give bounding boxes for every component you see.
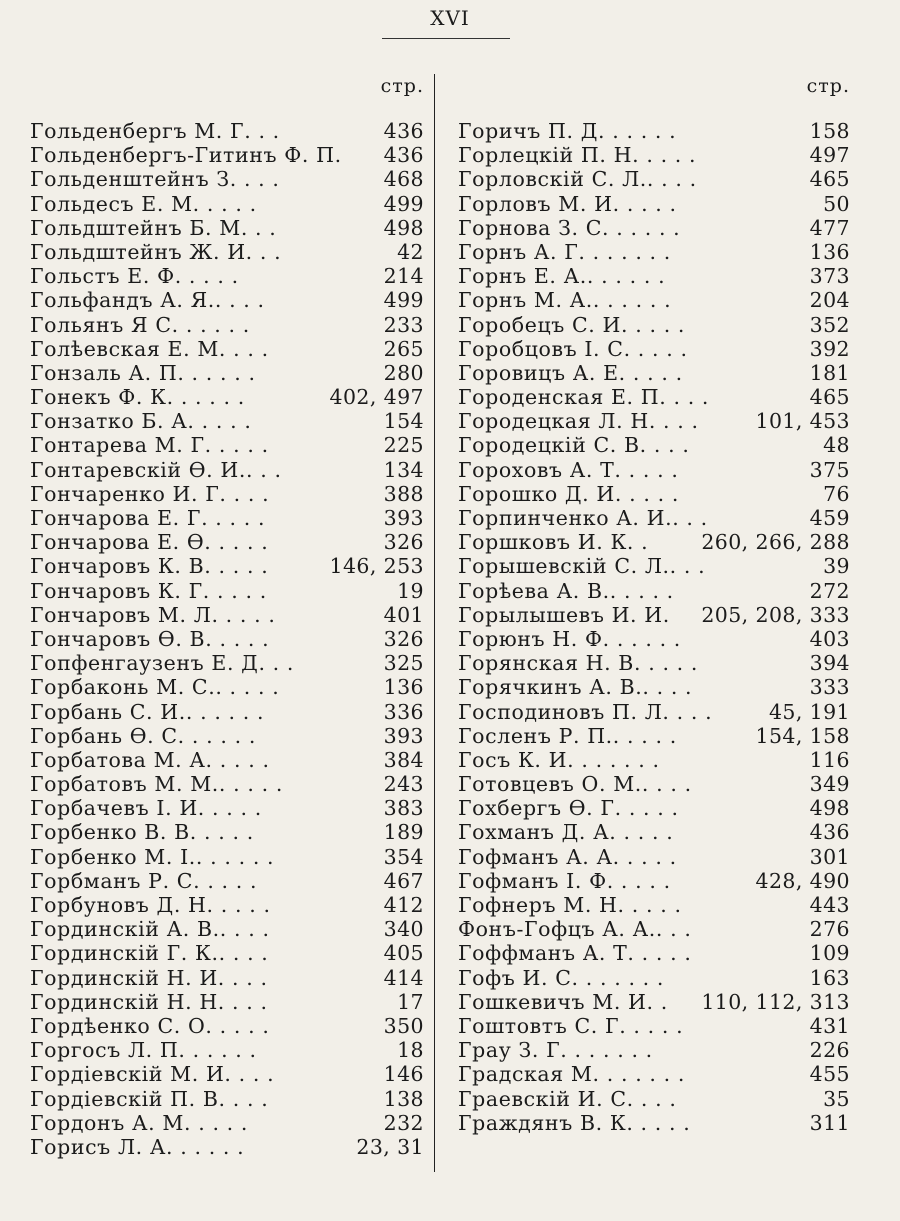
entry-pages: 401 xyxy=(383,602,424,627)
index-entry xyxy=(458,458,850,482)
entry-name: Горбаконь М. С.. . . . . xyxy=(30,675,280,700)
entry-pages: 412 xyxy=(383,893,424,917)
entry-name: Горнова З. С. . . . . . xyxy=(458,215,681,240)
entry-pages: 18 xyxy=(397,1038,424,1063)
entry-name: Горылышевъ И. И. xyxy=(458,602,670,627)
entry-pages: 393 xyxy=(383,723,424,748)
entry-pages: 499 xyxy=(383,191,424,216)
index-entry xyxy=(458,216,850,240)
entry-pages: 443 xyxy=(809,893,850,917)
index-entry xyxy=(458,313,850,337)
entry-name: Горлецкій П. Н. . . . . xyxy=(458,143,697,168)
index-entry xyxy=(30,313,424,337)
index-entry xyxy=(30,216,424,240)
entry-pages: 232 xyxy=(383,1110,424,1135)
entry-pages: 436 xyxy=(383,119,424,143)
entry-name: Горловскій С. Л.. . . . xyxy=(458,167,697,192)
entry-pages: 497 xyxy=(809,143,850,168)
entry-pages: 388 xyxy=(383,481,424,506)
entry-pages: 35 xyxy=(823,1086,850,1111)
entry-pages: 48 xyxy=(823,433,850,458)
entry-name: Гонтарева М. Г. . . . . xyxy=(30,433,269,458)
index-entry xyxy=(30,1014,424,1038)
index-entry xyxy=(458,845,850,869)
entry-pages: 138 xyxy=(383,1086,424,1111)
entry-name: Гордіевскій М. И. . . . xyxy=(30,1062,275,1087)
entry-name: Горовицъ А. Е. . . . . xyxy=(458,360,683,385)
entry-pages: 205, 208, 333 xyxy=(701,602,850,627)
entry-name: Городецкая Л. Н. . . . xyxy=(458,409,699,434)
index-entry xyxy=(30,167,424,191)
index-entry xyxy=(30,458,424,482)
index-entry xyxy=(30,579,424,603)
index-entry xyxy=(30,917,424,941)
entry-pages: 136 xyxy=(809,239,850,264)
entry-pages: 499 xyxy=(383,288,424,313)
entry-pages: 349 xyxy=(809,772,850,797)
entry-pages: 498 xyxy=(809,796,850,821)
index-entry xyxy=(458,264,850,288)
entry-name: Гончаренко И. Г. . . . xyxy=(30,481,270,506)
entry-pages: 110, 112, 313 xyxy=(701,989,850,1014)
entry-name: Гординскій Н. И. . . . xyxy=(30,965,268,990)
index-entry xyxy=(30,748,424,772)
entry-pages: 436 xyxy=(809,820,850,845)
entry-pages: 373 xyxy=(809,264,850,289)
entry-name: Гончаровъ М. Л. . . . . xyxy=(30,602,276,627)
entry-pages: 189 xyxy=(383,820,424,845)
entry-name: Гординскій Г. К.. . . . xyxy=(30,941,269,966)
entry-pages: 23, 31 xyxy=(356,1134,424,1159)
entry-name: Гофнеръ М. Н. . . . . xyxy=(458,893,682,917)
left-entries xyxy=(30,119,424,1159)
entry-pages: 498 xyxy=(383,215,424,240)
index-entry xyxy=(458,627,850,651)
index-entry xyxy=(30,506,424,530)
entry-name: Горисъ Л. А. . . . . . xyxy=(30,1134,245,1159)
index-entry xyxy=(30,1087,424,1111)
index-entry xyxy=(458,675,850,699)
index-entry xyxy=(30,966,424,990)
entry-name: Горпинченко А. И.. . . xyxy=(458,506,708,530)
index-entry xyxy=(30,192,424,216)
entry-name: Гордіевскій П. В. . . . xyxy=(30,1086,269,1111)
entry-name: Гофманъ І. Ф. . . . . xyxy=(458,868,671,893)
entry-pages: 214 xyxy=(383,264,424,289)
index-entry xyxy=(458,603,850,627)
entry-name: Гольденбергъ М. Г. . . xyxy=(30,119,280,143)
entry-pages: 233 xyxy=(383,312,424,337)
header-rule xyxy=(382,38,510,39)
entry-name: Гончаровъ К. В. . . . . xyxy=(30,554,269,579)
entry-name: Фонъ-Гофцъ А. А.. . . xyxy=(458,917,692,942)
entry-name: Госъ К. И. . . . . . . xyxy=(458,747,660,772)
entry-name: Гординскій Н. Н. . . . xyxy=(30,989,268,1014)
entry-name: Гольфандъ А. Я.. . . . xyxy=(30,288,265,313)
entry-name: Гончарова Е. Г. . . . . xyxy=(30,506,266,530)
index-entry xyxy=(458,506,850,530)
entry-pages: 226 xyxy=(809,1038,850,1063)
entry-pages: 134 xyxy=(383,457,424,482)
entry-name: Горбачевъ І. И. . . . . xyxy=(30,796,262,821)
index-entry xyxy=(30,603,424,627)
index-entry xyxy=(30,700,424,724)
entry-pages: 403 xyxy=(809,626,850,651)
entry-name: Горбатовъ М. М.. . . . . xyxy=(30,772,283,797)
index-entry xyxy=(30,482,424,506)
entry-pages: 272 xyxy=(809,578,850,603)
entry-name: Горшковъ И. К. . xyxy=(458,530,649,555)
entry-pages: 50 xyxy=(823,191,850,216)
entry-name: Горловъ М. И. . . . . xyxy=(458,191,677,216)
right-entries xyxy=(458,119,850,1135)
index-entry xyxy=(458,143,850,167)
index-entry xyxy=(30,990,424,1014)
entry-pages: 384 xyxy=(383,747,424,772)
entry-name: Горбуновъ Д. Н. . . . . xyxy=(30,893,271,917)
index-entry xyxy=(30,119,424,143)
index-entry xyxy=(458,1087,850,1111)
entry-name: Гоштовтъ С. Г. . . . . xyxy=(458,1013,684,1038)
index-entry xyxy=(458,820,850,844)
entry-name: Градская М. . . . . . . xyxy=(458,1062,686,1087)
entry-name: Гольденбергъ-Гитинъ Ф. П. xyxy=(30,143,342,168)
index-entry xyxy=(458,966,850,990)
entry-name: Горѣева А. В.. . . . . xyxy=(458,578,674,603)
entry-name: Горнъ Е. А.. . . . . . xyxy=(458,264,666,289)
index-entry xyxy=(30,1135,424,1159)
entry-name: Граждянъ В. К. . . . . xyxy=(458,1110,691,1135)
entry-pages: 459 xyxy=(809,506,850,530)
index-entry xyxy=(458,409,850,433)
entry-pages: 402, 497 xyxy=(329,385,424,410)
entry-pages: 436 xyxy=(383,143,424,168)
entry-pages: 326 xyxy=(383,530,424,555)
index-entry xyxy=(30,409,424,433)
left-column-page-label: стр. xyxy=(380,75,424,97)
left-column xyxy=(30,70,424,1159)
index-entry xyxy=(458,385,850,409)
index-entry xyxy=(458,433,850,457)
index-entry xyxy=(30,385,424,409)
index-entry xyxy=(458,530,850,554)
entry-name: Готовцевъ О. М.. . . . xyxy=(458,772,692,797)
entry-pages: 276 xyxy=(809,917,850,942)
index-entry xyxy=(30,651,424,675)
entry-name: Гордѣенко С. О. . . . . xyxy=(30,1013,270,1038)
entry-name: Гохбергъ Ѳ. Г. . . . . xyxy=(458,796,679,821)
entry-pages: 136 xyxy=(383,675,424,700)
index-entry xyxy=(458,192,850,216)
entry-name: Горюнъ Н. Ф. . . . . . xyxy=(458,626,681,651)
entry-name: Горянская Н. В. . . . . xyxy=(458,651,699,676)
entry-pages: 243 xyxy=(383,772,424,797)
entry-pages: 383 xyxy=(383,796,424,821)
index-entry xyxy=(30,772,424,796)
entry-name: Горбенко В. В. . . . . xyxy=(30,820,254,845)
entry-pages: 301 xyxy=(809,844,850,869)
entry-pages: 455 xyxy=(809,1062,850,1087)
index-entry xyxy=(458,917,850,941)
index-entry xyxy=(458,941,850,965)
entry-name: Гохманъ Д. А. . . . . xyxy=(458,820,674,845)
entry-name: Гошкевичъ М. И. . xyxy=(458,989,668,1014)
index-entry xyxy=(30,240,424,264)
entry-pages: 340 xyxy=(383,917,424,942)
entry-name: Гонзаль А. П. . . . . . xyxy=(30,360,256,385)
entry-name: Горбань Ѳ. С. . . . . . xyxy=(30,723,256,748)
entry-name: Горбенко М. І.. . . . . . xyxy=(30,844,275,869)
entry-name: Гординскій А. В.. . . . xyxy=(30,917,270,942)
entry-pages: 280 xyxy=(383,360,424,385)
entry-pages: 109 xyxy=(809,941,850,966)
entry-name: Горнъ А. Г. . . . . . . xyxy=(458,239,671,264)
entry-pages: 336 xyxy=(383,699,424,724)
entry-pages: 465 xyxy=(809,167,850,192)
entry-pages: 354 xyxy=(383,844,424,869)
index-entry xyxy=(30,724,424,748)
entry-pages: 265 xyxy=(383,336,424,361)
index-entry xyxy=(458,869,850,893)
entry-name: Гонзатко Б. А. . . . . xyxy=(30,409,252,434)
index-entry xyxy=(458,579,850,603)
index-entry xyxy=(30,675,424,699)
index-entry xyxy=(458,748,850,772)
entry-name: Гольстъ Е. Ф. . . . . xyxy=(30,264,239,289)
index-entry xyxy=(458,482,850,506)
entry-name: Горгосъ Л. П. . . . . . xyxy=(30,1038,257,1063)
entry-pages: 225 xyxy=(383,433,424,458)
entry-name: Гончаровъ Ѳ. В. . . . . xyxy=(30,626,270,651)
index-entry xyxy=(30,820,424,844)
entry-pages: 477 xyxy=(809,215,850,240)
entry-name: Господиновъ П. Л. . . . xyxy=(458,699,713,724)
entry-name: Гордонъ А. М. . . . . xyxy=(30,1110,249,1135)
entry-name: Гофъ И. С. . . . . . . xyxy=(458,965,665,990)
entry-pages: 465 xyxy=(809,385,850,410)
entry-name: Грау З. Г. . . . . . . xyxy=(458,1038,653,1063)
entry-name: Горбатова М. А. . . . . xyxy=(30,747,270,772)
index-entry xyxy=(458,119,850,143)
index-entry xyxy=(458,1014,850,1038)
entry-name: Горячкинъ А. В.. . . . xyxy=(458,675,693,700)
entry-pages: 311 xyxy=(809,1110,850,1135)
entry-pages: 392 xyxy=(809,336,850,361)
index-entry xyxy=(30,264,424,288)
entry-pages: 76 xyxy=(823,481,850,506)
index-entry xyxy=(458,700,850,724)
entry-name: Горобцовъ І. С. . . . . xyxy=(458,336,688,361)
entry-name: Горобецъ С. И. . . . . xyxy=(458,312,686,337)
right-column xyxy=(458,70,850,1135)
entry-name: Граевскій И. С. . . . xyxy=(458,1086,677,1111)
index-entry xyxy=(30,1062,424,1086)
index-entry xyxy=(458,1038,850,1062)
entry-pages: 154 xyxy=(383,409,424,434)
index-entry xyxy=(30,143,424,167)
entry-name: Горышевскій С. Л.. . . xyxy=(458,554,706,579)
index-entry xyxy=(458,554,850,578)
entry-name: Гольденштейнъ З. . . . xyxy=(30,167,280,192)
entry-name: Госленъ Р. П.. . . . . xyxy=(458,723,677,748)
index-entry xyxy=(458,1062,850,1086)
index-entry xyxy=(458,893,850,917)
index-entry xyxy=(30,288,424,312)
entry-pages: 181 xyxy=(809,360,850,385)
entry-name: Городецкій С. В. . . . xyxy=(458,433,690,458)
entry-name: Гонтаревскій Ѳ. И.. . . xyxy=(30,457,282,482)
index-entry xyxy=(30,845,424,869)
entry-name: Городенская Е. П. . . . xyxy=(458,385,710,410)
entry-name: Горошко Д. И. . . . . xyxy=(458,481,679,506)
entry-pages: 352 xyxy=(809,312,850,337)
index-entry xyxy=(30,554,424,578)
index-entry xyxy=(458,772,850,796)
entry-pages: 146, 253 xyxy=(329,554,424,579)
entry-name: Гольдштейнъ Ж. И. . . xyxy=(30,239,282,264)
index-entry xyxy=(458,651,850,675)
entry-name: Горичъ П. Д. . . . . . xyxy=(458,119,677,143)
entry-name: Гонекъ Ф. К. . . . . . xyxy=(30,385,245,410)
entry-name: Гольянъ Я С. . . . . . xyxy=(30,312,250,337)
entry-pages: 467 xyxy=(383,868,424,893)
entry-pages: 428, 490 xyxy=(755,868,850,893)
page-number: XVI xyxy=(430,6,470,30)
index-entry xyxy=(30,361,424,385)
entry-pages: 375 xyxy=(809,457,850,482)
entry-name: Горнъ М. А.. . . . . . xyxy=(458,288,672,313)
index-entry xyxy=(30,941,424,965)
column-divider xyxy=(434,74,435,1172)
index-entry xyxy=(30,1111,424,1135)
entry-pages: 393 xyxy=(383,506,424,530)
index-entry xyxy=(30,1038,424,1062)
entry-name: Гороховъ А. Т. . . . . xyxy=(458,457,679,482)
index-entry xyxy=(30,796,424,820)
entry-pages: 326 xyxy=(383,626,424,651)
index-entry xyxy=(458,288,850,312)
entry-pages: 260, 266, 288 xyxy=(701,530,850,555)
entry-pages: 17 xyxy=(397,989,424,1014)
entry-pages: 154, 158 xyxy=(755,723,850,748)
index-entry xyxy=(30,433,424,457)
entry-pages: 468 xyxy=(383,167,424,192)
entry-pages: 431 xyxy=(809,1013,850,1038)
index-entry xyxy=(458,361,850,385)
index-entry xyxy=(458,1111,850,1135)
entry-name: Горбань С. И.. . . . . . xyxy=(30,699,265,724)
index-entry xyxy=(30,530,424,554)
index-entry xyxy=(458,167,850,191)
entry-pages: 204 xyxy=(809,288,850,313)
entry-name: Гольдштейнъ Б. М. . . xyxy=(30,215,277,240)
index-entry xyxy=(458,724,850,748)
index-entry xyxy=(458,990,850,1014)
entry-pages: 350 xyxy=(383,1013,424,1038)
entry-pages: 146 xyxy=(383,1062,424,1087)
index-entry xyxy=(458,240,850,264)
entry-pages: 163 xyxy=(809,965,850,990)
entry-name: Гоффманъ А. Т. . . . . xyxy=(458,941,692,966)
entry-pages: 39 xyxy=(823,554,850,579)
entry-name: Голѣевская Е. М. . . . xyxy=(30,336,269,361)
entry-name: Гофманъ А. А. . . . . xyxy=(458,844,677,869)
entry-pages: 333 xyxy=(809,675,850,700)
entry-name: Гончарова Е. Ѳ. . . . . xyxy=(30,530,269,555)
entry-pages: 414 xyxy=(383,965,424,990)
index-entry xyxy=(458,337,850,361)
entry-pages: 19 xyxy=(397,578,424,603)
entry-pages: 101, 453 xyxy=(755,409,850,434)
index-entry xyxy=(30,869,424,893)
index-entry xyxy=(30,893,424,917)
right-column-page-label: стр. xyxy=(806,75,850,97)
entry-name: Гопфенгаузенъ Е. Д. . . xyxy=(30,651,295,676)
index-entry xyxy=(458,796,850,820)
entry-pages: 405 xyxy=(383,941,424,966)
entry-pages: 42 xyxy=(397,239,424,264)
entry-pages: 158 xyxy=(809,119,850,143)
entry-name: Гольдесъ Е. М. . . . . xyxy=(30,191,257,216)
index-entry xyxy=(30,337,424,361)
entry-name: Горбманъ Р. С. . . . . xyxy=(30,868,258,893)
entry-name: Гончаровъ К. Г. . . . . xyxy=(30,578,267,603)
entry-pages: 116 xyxy=(809,747,850,772)
index-entry xyxy=(30,627,424,651)
entry-pages: 325 xyxy=(383,651,424,676)
entry-pages: 394 xyxy=(809,651,850,676)
entry-pages: 45, 191 xyxy=(768,699,850,724)
